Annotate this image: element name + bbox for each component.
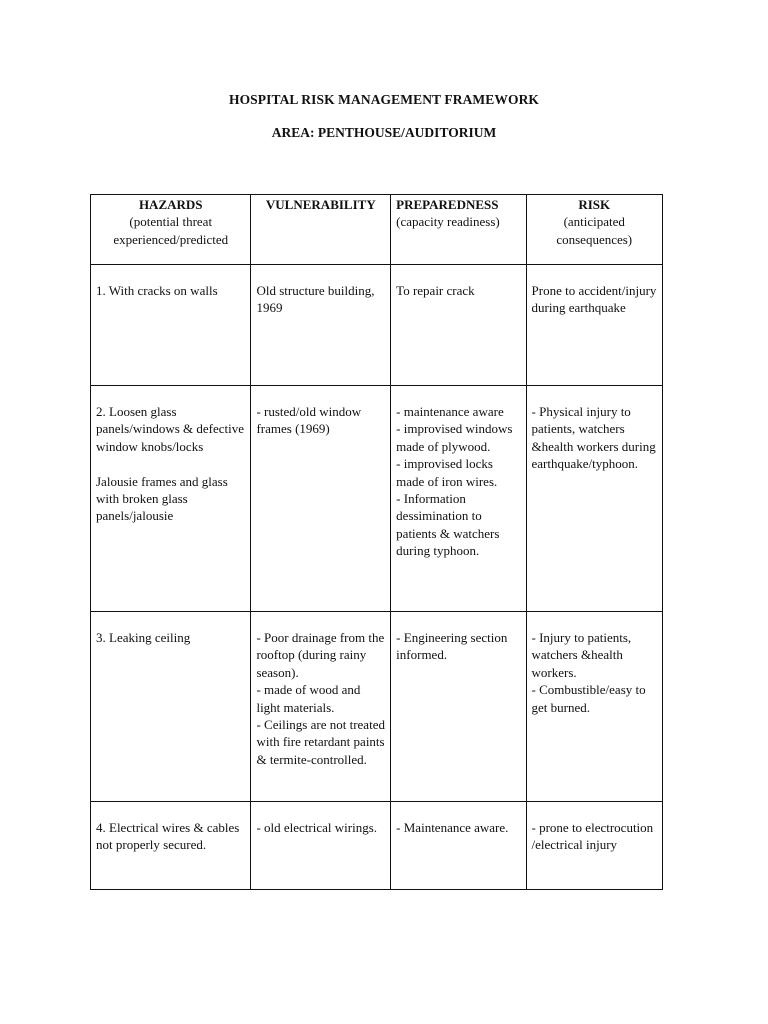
cell-vulnerability <box>251 612 391 802</box>
cell-preparedness <box>391 265 526 386</box>
cell-text: - Information dessimination to patients & watchers during typhoon. <box>396 491 500 559</box>
cell-text: - Ceilings are not treated with fire retardant paints & termite-controlled. <box>256 717 385 767</box>
cell-vulnerability <box>251 802 391 890</box>
cell-text: - Poor drainage from the rooftop (during rainy season). <box>256 630 385 680</box>
cell-text: Prone to accident/injury during earthquake <box>531 283 657 316</box>
cell-text: To repair crack <box>396 283 475 298</box>
header-preparedness-label: PREPAREDNESS <box>396 197 499 212</box>
cell-text: 2. Loosen glass panels/windows & defective window knobs/locks <box>96 404 245 454</box>
cell-preparedness <box>391 802 526 890</box>
cell-text: - Maintenance aware. <box>396 820 509 835</box>
cell-text: - Physical injury to patients, watchers &health workers during earthquake/typhoon. <box>531 404 656 472</box>
cell-text: 4. Electrical wires & cables not properly secured. <box>96 820 240 853</box>
header-risk <box>526 195 662 265</box>
header-vulnerability <box>251 195 391 265</box>
cell-text: - improvised locks made of iron wires. <box>396 456 498 489</box>
cell-hazard <box>91 802 251 890</box>
table-header-row <box>91 195 663 265</box>
cell-text: - old electrical wirings. <box>256 820 378 835</box>
document-area-heading: AREA: PENTHOUSE/AUDITORIUM <box>271 125 497 140</box>
cell-text: 3. Leaking ceiling <box>96 630 191 645</box>
cell-text: - maintenance aware <box>396 404 504 419</box>
cell-preparedness <box>391 612 526 802</box>
table-row <box>91 386 663 612</box>
cell-risk <box>526 612 662 802</box>
cell-risk <box>526 265 662 386</box>
cell-hazard <box>91 612 251 802</box>
cell-text: Old structure building, 1969 <box>256 283 375 316</box>
risk-framework-table <box>90 194 663 890</box>
cell-text: - rusted/old window frames (1969) <box>256 404 362 437</box>
cell-hazard <box>91 265 251 386</box>
header-hazards-label: HAZARDS <box>138 197 203 212</box>
header-risk-label: RISK <box>578 197 611 212</box>
cell-vulnerability <box>251 386 391 612</box>
header-preparedness <box>391 195 526 265</box>
cell-text: - improvised windows made of plywood. <box>396 421 513 454</box>
header-hazards-sub: (potential threat experienced/predicted <box>113 214 229 247</box>
cell-text: - made of wood and light materials. <box>256 682 361 715</box>
header-preparedness-sub: (capacity readiness) <box>396 214 500 230</box>
header-vulnerability-label: VULNERABILITY <box>265 197 376 212</box>
cell-risk <box>526 386 662 612</box>
document-title: HOSPITAL RISK MANAGEMENT FRAMEWORK <box>228 92 540 107</box>
header-hazards <box>91 195 251 265</box>
cell-text: Jalousie frames and glass with broken glass panels/jalousie <box>96 473 228 524</box>
cell-text: - Combustible/easy to get burned. <box>531 682 646 715</box>
cell-vulnerability <box>251 265 391 386</box>
cell-text: - Engineering section informed. <box>396 630 508 663</box>
header-risk-sub: (anticipated consequences) <box>556 214 633 247</box>
cell-text: 1. With cracks on walls <box>96 283 218 298</box>
cell-text: - prone to electrocution /electrical injury <box>531 820 654 853</box>
table-row <box>91 265 663 386</box>
cell-preparedness <box>391 386 526 612</box>
table-row <box>91 612 663 802</box>
cell-text: - Injury to patients, watchers &health workers. <box>531 630 632 680</box>
table-row <box>91 802 663 890</box>
cell-hazard <box>91 386 251 612</box>
cell-risk <box>526 802 662 890</box>
